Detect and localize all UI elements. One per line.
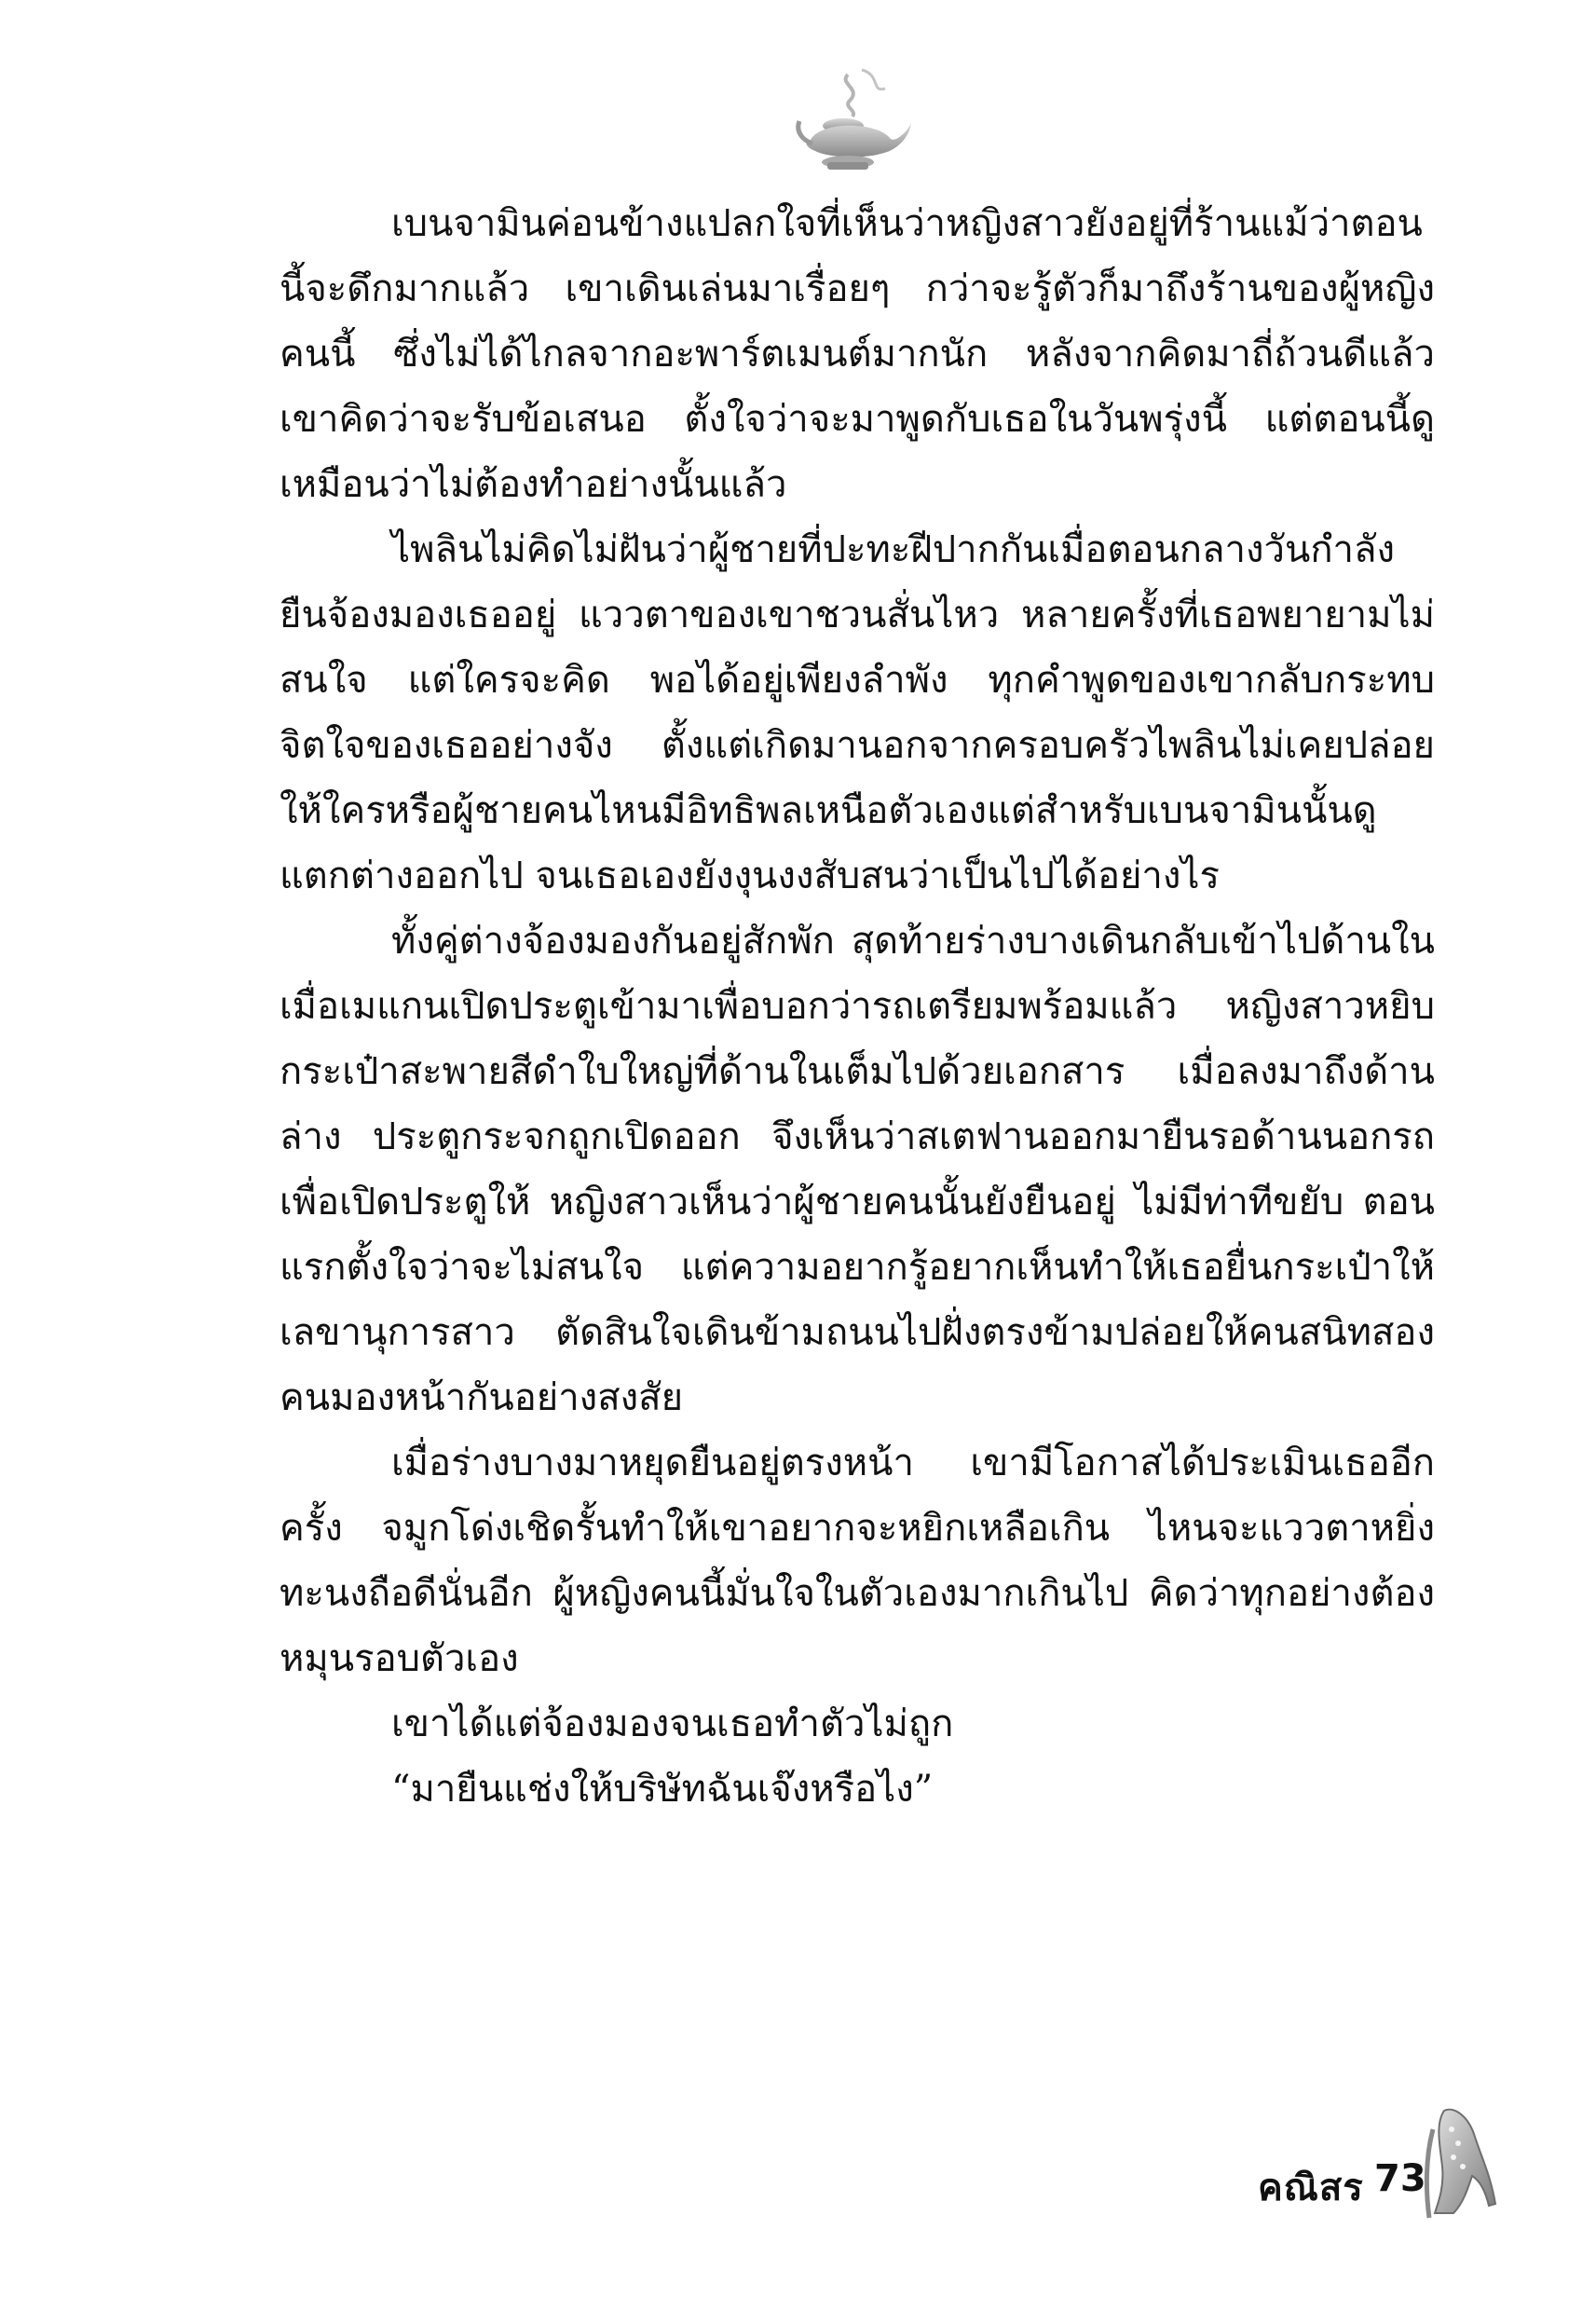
paragraph: ไพลินไม่คิดไม่ฝันว่าผู้ชายที่ปะทะฝีปากกันเมื่อตอนกลางวันกำลังยืนจ้องมองเธออยู่ แววตาของเขาชวนสั่นไหว หลายครั้งที่เธอพยายามไม่สนใจ แต่ใครจะคิด พอได้อยู่เพียงลำพัง ทุกคำพูดของเขากลับกระทบจิตใจของเธออย่างจัง ตั้งแต่เกิดมานอกจากครอบครัวไพลินไม่เคยปล่อยให้ใครหรือผู้ชายคนไหนมีอิทธิพลเหนือตัวเองแต่สำหรับเบนจามินนั้นดูแตกต่างออกไป จนเธอเองยังงุนงงสับสนว่าเป็นไปได้อย่างไร	[280, 528, 1435, 897]
paragraph: เขาได้แต่จ้องมองจนเธอทำตัวไม่ถูก	[391, 1702, 954, 1745]
paragraph: เมื่อร่างบางมาหยุดยืนอยู่ตรงหน้า เขามีโอกาสได้ประเมินเธออีกครั้ง จมูกโด่งเชิดรั้นทำให้เขาอยากจะหยิกเหลือเกิน ไหนจะแววตาหยิ่งทะนงถือดีนั่นอีก ผู้หญิงคนนี้มั่นใจในตัวเองมากเกินไป คิดว่าทุกอย่างต้องหมุนรอบตัวเอง	[280, 1442, 1435, 1680]
body-text	[280, 191, 1435, 1822]
page-number: 73	[1374, 2157, 1426, 2200]
paragraph: ทั้งคู่ต่างจ้องมองกันอยู่สักพัก สุดท้ายร่างบางเดินกลับเข้าไปด้านในเมื่อเมแกนเปิดประตูเข้ามาเพื่อบอกว่ารถเตรียมพร้อมแล้ว หญิงสาวหยิบกระเป๋าสะพายสีดำใบใหญ่ที่ด้านในเต็มไปด้วยเอกสาร เมื่อลงมาถึงด้านล่าง ประตูกระจกถูกเปิดออก จึงเห็นว่าสเตฟานออกมายืนรอด้านนอกรถเพื่อเปิดประตูให้ หญิงสาวเห็นว่าผู้ชายคนนั้นยังยืนอยู่ ไม่มีท่าทีขยับ ตอนแรกตั้งใจว่าจะไม่สนใจ แต่ความอยากรู้อยากเห็นทำให้เธอยื่นกระเป๋าให้เลขานุการสาว ตัดสินใจเดินข้ามถนนไปฝั่งตรงข้ามปล่อยให้คนสนิทสองคนมองหน้ากันอย่างสงสัย	[280, 920, 1435, 1419]
high-heel-shoe-icon	[1416, 2101, 1500, 2222]
paragraph: เบนจามินค่อนข้างแปลกใจที่เห็นว่าหญิงสาวยังอยู่ที่ร้านแม้ว่าตอนนี้จะดึกมากแล้ว เขาเดินเล่นมาเรื่อยๆ กว่าจะรู้ตัวก็มาถึงร้านของผู้หญิงคนนี้ ซึ่งไม่ได้ไกลจากอะพาร์ตเมนต์มากนัก หลังจากคิดมาถี่ถ้วนดีแล้ว เขาคิดว่าจะรับข้อเสนอ ตั้งใจว่าจะมาพูดกับเธอในวันพรุ่งนี้ แต่ตอนนี้ดูเหมือนว่าไม่ต้องทำอย่างนั้นแล้ว	[280, 202, 1435, 506]
dialogue-line: “มายืนแช่งให้บริษัทฉันเจ๊งหรือไง”	[391, 1768, 934, 1811]
magic-lamp-icon	[792, 65, 913, 177]
author-name: คณิสร	[1258, 2167, 1364, 2209]
page-footer	[1258, 2101, 1491, 2232]
